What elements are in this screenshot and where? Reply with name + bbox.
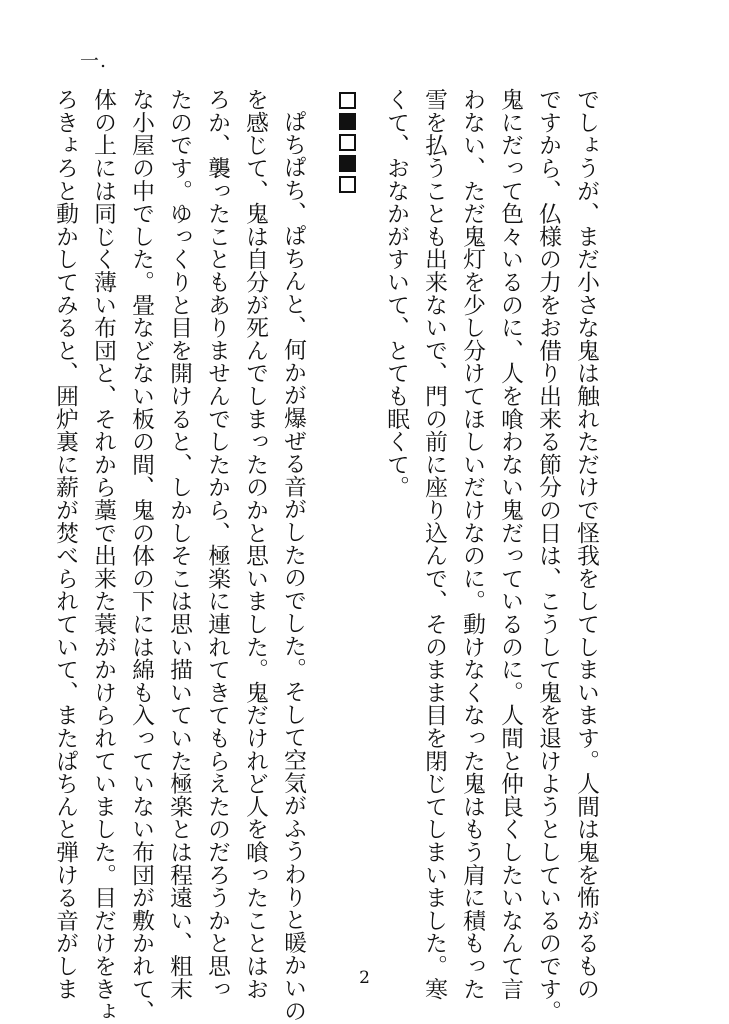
text-column-2: ですから、仏様の力をお借り出来る節分の日は、こうして鬼を退けようとしているのです。	[535, 88, 561, 1023]
text-column-8: を感じて、鬼は自分が死んでしまったのかと思いました。鬼だけれど人を喰ったことはお	[242, 88, 268, 1000]
text-column-13: ろきょろと動かしてみると、囲炉裏に薪が焚べられていて、またぱちんと弾ける音がしま	[52, 88, 78, 1000]
section-square	[339, 176, 356, 193]
text-column-11: な小屋の中でした。畳などない板の間、鬼の体の下には綿も入っていない布団が敷かれて、	[128, 88, 154, 1023]
text-column-4: わない、ただ鬼灯を少し分けてほしいだけなのに。動けなくなった鬼はもう肩に積もった	[459, 88, 485, 1000]
text-column-5: 雪を払うことも出来ないで、門の前に座り込んで、そのまま目を閉じてしまいました。寒	[421, 88, 447, 1000]
text-column-10: たのです。ゆっくりと目を開けると、しかしそこは思い描いていた極楽とは程遠い、粗末	[166, 88, 192, 1000]
section-square-filled	[339, 113, 356, 130]
text-column-3: 鬼にだって色々いるのに、人を喰わない鬼だっているのに。人間と仲良くしたいなんて言	[497, 88, 523, 1000]
chapter-mark: 一.	[80, 50, 108, 72]
text-column-12: 体の上には同じく薄い布団と、それから藁で出来た蓑がかけられていました。目だけをきょ	[90, 88, 116, 1023]
text-column-6: くて、おなかがすいて、とても眠くて。	[383, 88, 409, 499]
text-column-9: ろか、襲ったこともありませんでしたから、極楽に連れてきてもらえたのだろうかと思っ	[204, 88, 230, 1000]
text-column-1: でしょうが、まだ小さな鬼は触れただけで怪我をしてしまいます。人間は鬼を怖がるもの	[573, 88, 599, 1000]
section-break-mark	[336, 92, 360, 193]
section-square-filled	[339, 155, 356, 172]
section-square	[339, 92, 356, 109]
section-square	[339, 134, 356, 151]
page-number: 2	[359, 968, 370, 988]
text-column-7: ぱちぱち、ぱちんと、何かが爆ぜる音がしたのでした。そして空気がふうわりと暖かいの	[280, 110, 306, 1022]
